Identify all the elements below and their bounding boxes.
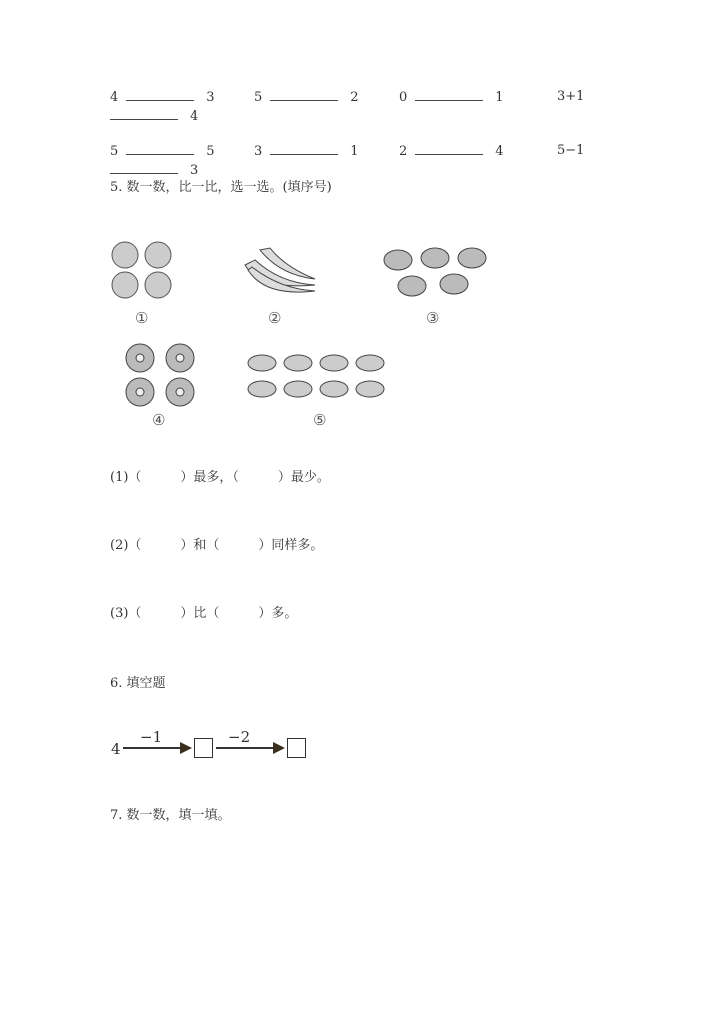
question-5-part-2: (2)（ ）和（ ）同样多。: [110, 538, 324, 553]
right-value: 5: [206, 144, 215, 159]
answer-blank[interactable]: [415, 143, 483, 155]
answer-blank[interactable]: [415, 89, 483, 101]
left-value: 5−1: [557, 143, 585, 158]
operation-2: −2: [228, 728, 251, 746]
right-value: 1: [495, 90, 504, 105]
right-value: 4: [495, 144, 504, 159]
question-5-part-1: (1)（ ）最多，（ ）最少。: [110, 470, 330, 485]
answer-box[interactable]: [287, 738, 306, 758]
picture-label: ④: [152, 411, 166, 429]
compare-item: [254, 143, 359, 160]
left-value: 4: [110, 90, 119, 105]
compare-item: [110, 89, 215, 106]
left-value: 3: [254, 144, 263, 159]
question-7-title: 7. 数一数，填一填。: [110, 808, 231, 823]
operation-1: −1: [140, 728, 163, 746]
left-value: 3+1: [557, 89, 585, 104]
picture-label: ③: [426, 309, 440, 327]
start-number: 4: [111, 740, 121, 758]
bananas-icon: [240, 245, 320, 297]
flowers-icon: [122, 342, 202, 408]
answer-blank[interactable]: [126, 143, 194, 155]
compare-item: [254, 89, 359, 106]
picture-label: ⑤: [313, 411, 327, 429]
left-value: 5: [254, 90, 263, 105]
answer-blank[interactable]: [126, 89, 194, 101]
compare-item: [110, 162, 198, 179]
right-value: 2: [350, 90, 359, 105]
birds-icon: [380, 240, 495, 302]
compare-item: [399, 143, 504, 160]
right-value: 3: [190, 163, 199, 178]
apples-icon: [108, 235, 178, 301]
picture-label: ②: [268, 309, 282, 327]
answer-blank[interactable]: [110, 162, 178, 174]
left-value: 2: [399, 144, 408, 159]
answer-blank[interactable]: [110, 108, 178, 120]
right-value: 1: [350, 144, 359, 159]
right-value: 4: [190, 109, 199, 124]
picture-label: ①: [135, 309, 149, 327]
compare-item: [110, 108, 198, 125]
compare-item: [110, 143, 215, 160]
answer-blank[interactable]: [270, 89, 338, 101]
question-5-part-3: (3)（ ）比（ ）多。: [110, 606, 298, 621]
left-value: 0: [399, 90, 408, 105]
answer-blank[interactable]: [270, 143, 338, 155]
compare-item: [399, 89, 504, 106]
left-value: 5: [110, 144, 119, 159]
question-6-title: 6. 填空题: [110, 676, 166, 691]
question-5-title: 5. 数一数，比一比，选一选。(填序号): [110, 180, 332, 195]
fish-icon: [246, 350, 394, 402]
right-value: 3: [206, 90, 215, 105]
answer-box[interactable]: [194, 738, 213, 758]
